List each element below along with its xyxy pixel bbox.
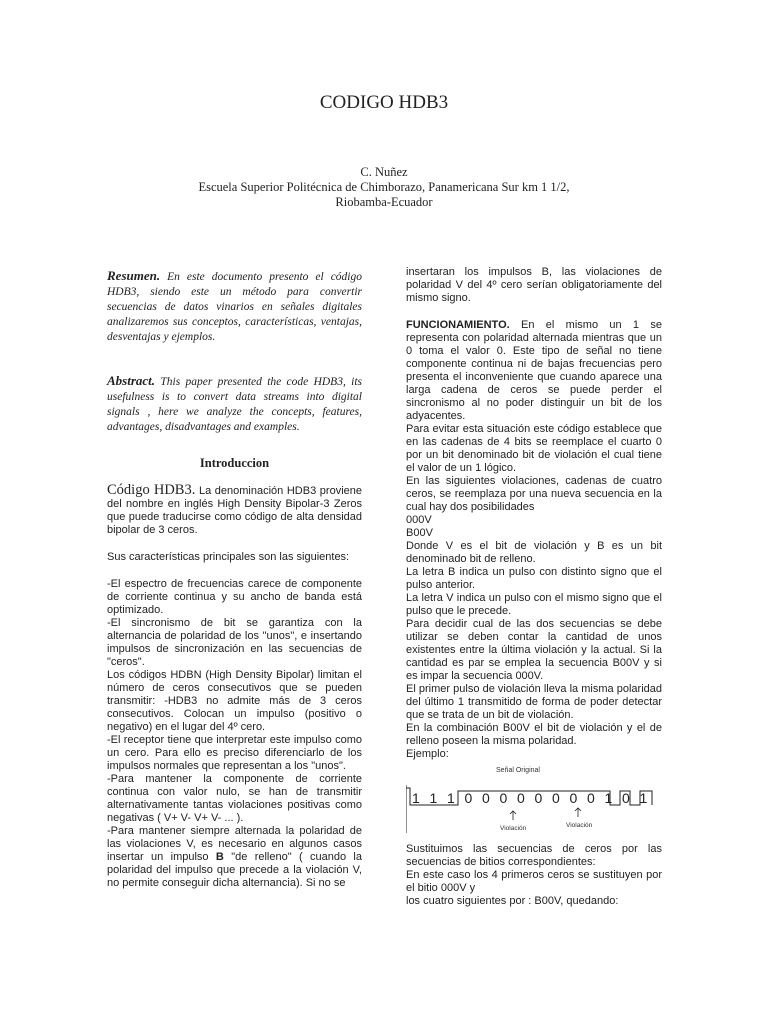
right-paragraph: B00V: [406, 527, 433, 539]
resumen-paragraph: [107, 268, 362, 345]
right-paragraph: El primer pulso de violación lleva la misma polaridad del último 1 transmitido de forma de poder detectar que se trata de un bit de violación.: [406, 683, 662, 721]
bit-digit: 0: [552, 790, 560, 806]
author: C. Nuñez: [360, 165, 408, 179]
location: Riobamba-Ecuador: [335, 195, 433, 209]
intro-body: [107, 484, 362, 890]
caracteristicas-intro: Sus características principales son las siguientes:: [107, 551, 350, 563]
bit-digit: 1: [604, 790, 613, 806]
right-paragraph: La letra B indica un pulso con distinto signo que el pulso anterior.: [406, 566, 662, 591]
signal-trace: [406, 788, 652, 805]
last-left-bold: B: [215, 851, 224, 863]
right-paragraph: Para evitar esta situación este código establece que en las cadenas de 4 bits se reemplace el cuarto 0 por un bit denominado bit de violación el cual tiene el valor de un 1 lógico.: [406, 423, 662, 474]
caracteristica-item: -El espectro de frecuencias carece de componente de corriente continua y su ancho de banda está optimizado.: [107, 578, 362, 616]
caracteristica-item: Los códigos HDBN (High Density Bipolar) limitan el número de ceros consecutivos que se pueden transmitir: -HDB3 no admite más de 3 ceros consecutivos. Colocan un impulso (positivo o negativo) en el lugar del 4º cero.: [107, 669, 362, 733]
bit-digit: 0: [569, 790, 578, 806]
intro-text: La denominación HDB3 proviene del nombre en inglés High Density Bipolar-3 Zeros que puede traducirse como código de alta densidad bipolar de 3 ceros.: [107, 485, 362, 536]
bit-digit: 1: [429, 790, 438, 806]
last-left-before: -Para mantener siempre alternada la polaridad de las violaciones V, es necesario en algunos casos insertar un impulso: [107, 825, 362, 863]
funcionamiento-text: En el mismo un 1 se representa con polaridad alternada mientras que un 0 toma el valor 0. Este tipo de señal no tiene componente continua ni de bajas frecuencias pero presenta el inconveniente que cuando aparece una larga cadena de ceros se puede perder el sincronismo al no poder distinguir un bit de los adyacentes.: [406, 319, 662, 422]
bit-digit: 0: [534, 790, 543, 806]
violation-arrows: [510, 808, 581, 820]
right-paragraph: Para decidir cual de las dos secuencias se debe utilizar se deben contar la cantidad de unos existentes entre la última violación y la actual. Si la cantidad es par se emplea la secuencia B00V y si es impar la secuencia 000V.: [406, 618, 662, 682]
bit-digit: 1: [447, 790, 455, 806]
ejemplo-label: Ejemplo:: [406, 748, 449, 760]
right-paragraph: Donde V es el bit de violación y B es un bit denominado bit de relleno.: [406, 540, 662, 565]
last-left-after: "de relleno" ( cuando la polaridad del impulso que precede a la violación V, no permite conseguir dicha alternancia). Si no se: [107, 851, 362, 889]
caracteristica-item: -El sincronismo de bit se garantiza con la alternancia de polaridad de los "unos", e insertando impulsos de sincronización en las secuencias de "ceros".: [107, 617, 362, 668]
affiliation: Escuela Superior Politécnica de Chimborazo, Panamericana Sur km 1 1/2,: [198, 180, 570, 194]
paper-title: CODIGO HDB3: [319, 92, 449, 113]
codigo-label: Código HDB3.: [107, 482, 196, 498]
bit-digit: 0: [622, 790, 630, 806]
funcionamiento-label: FUNCIONAMIENTO.: [406, 319, 510, 331]
right-column: [406, 266, 662, 908]
bit-digit: 0: [482, 790, 490, 806]
bottom-paragraph: Sustituimos las secuencias de ceros por las secuencias de bitios correspondientes:: [406, 843, 662, 868]
resumen-label: Resumen.: [107, 268, 161, 283]
bottom-paragraph: los cuatro siguientes por : B00V, quedando:: [406, 895, 619, 907]
left-column: [107, 268, 362, 890]
intro-paragraph: [107, 484, 362, 537]
figure-title: Señal Original: [496, 767, 540, 774]
right-paragraph: En la combinación B00V el bit de violación y el de relleno poseen la misma polaridad.: [406, 722, 662, 747]
violation-label-1: Violación: [500, 825, 527, 832]
bit-digit: 0: [587, 790, 595, 806]
violation-label-2: Violación: [566, 822, 593, 829]
signal-lines: [406, 785, 652, 833]
right-paragraph: 000V: [406, 514, 432, 526]
last-left-paragraph: [107, 825, 362, 890]
right-paragraph: La letra V indica un pulso con el mismo signo que el pulso que le precede.: [406, 592, 662, 617]
bit-digit: 1: [639, 790, 648, 806]
bit-digit: 0: [517, 790, 525, 806]
abstract-text: This paper presented the code HDB3, its usefulness is to convert data streams into digital signals , here we analyze the concepts, features, advantages, disadvantages and examples.: [107, 376, 362, 433]
bottom-paragraph: En este caso los 4 primeros ceros se sustituyen por el bitio 000V y: [406, 869, 662, 894]
bit-digit: 1: [412, 790, 420, 806]
bit-digit: 0: [464, 790, 473, 806]
funcionamiento-paragraph: [406, 319, 662, 423]
right-paragraph: En las siguientes violaciones, cadenas de cuatro ceros, se reemplaza por una nueva secuencia en la cual hay dos posibilidades: [406, 475, 662, 513]
resumen-text: En este documento presento el código HDB3, siendo este un método para convertir secuencias de datos vinarios en señales digitales analizaremos sus conceptos, características, ventajas, desventajas y ejemplos.: [107, 271, 362, 343]
bit-digit: 0: [499, 790, 508, 806]
abstract-label: Abstract.: [107, 373, 156, 388]
hdb3-signal-figure: [406, 763, 662, 833]
caracteristica-item: -El receptor tiene que interpretar este impulso como un cero. Para ello es preciso diferenciarlo de los impulsos normales que representan a los "unos".: [107, 734, 362, 772]
intro-heading: Introduccion: [199, 456, 270, 470]
abstract-paragraph: [107, 373, 362, 435]
right-top-paragraph: insertaran los impulsos B, las violaciones de polaridad V del 4º cero serían obligatoriamente del mismo signo.: [406, 266, 662, 304]
bit-sequence: [412, 790, 648, 806]
caracteristica-item: -Para mantener la componente de corriente continua con valor nulo, se han de transmitir alternativamente tantas violaciones positivas como negativas ( V+ V- V+ V- ... ).: [107, 773, 362, 824]
